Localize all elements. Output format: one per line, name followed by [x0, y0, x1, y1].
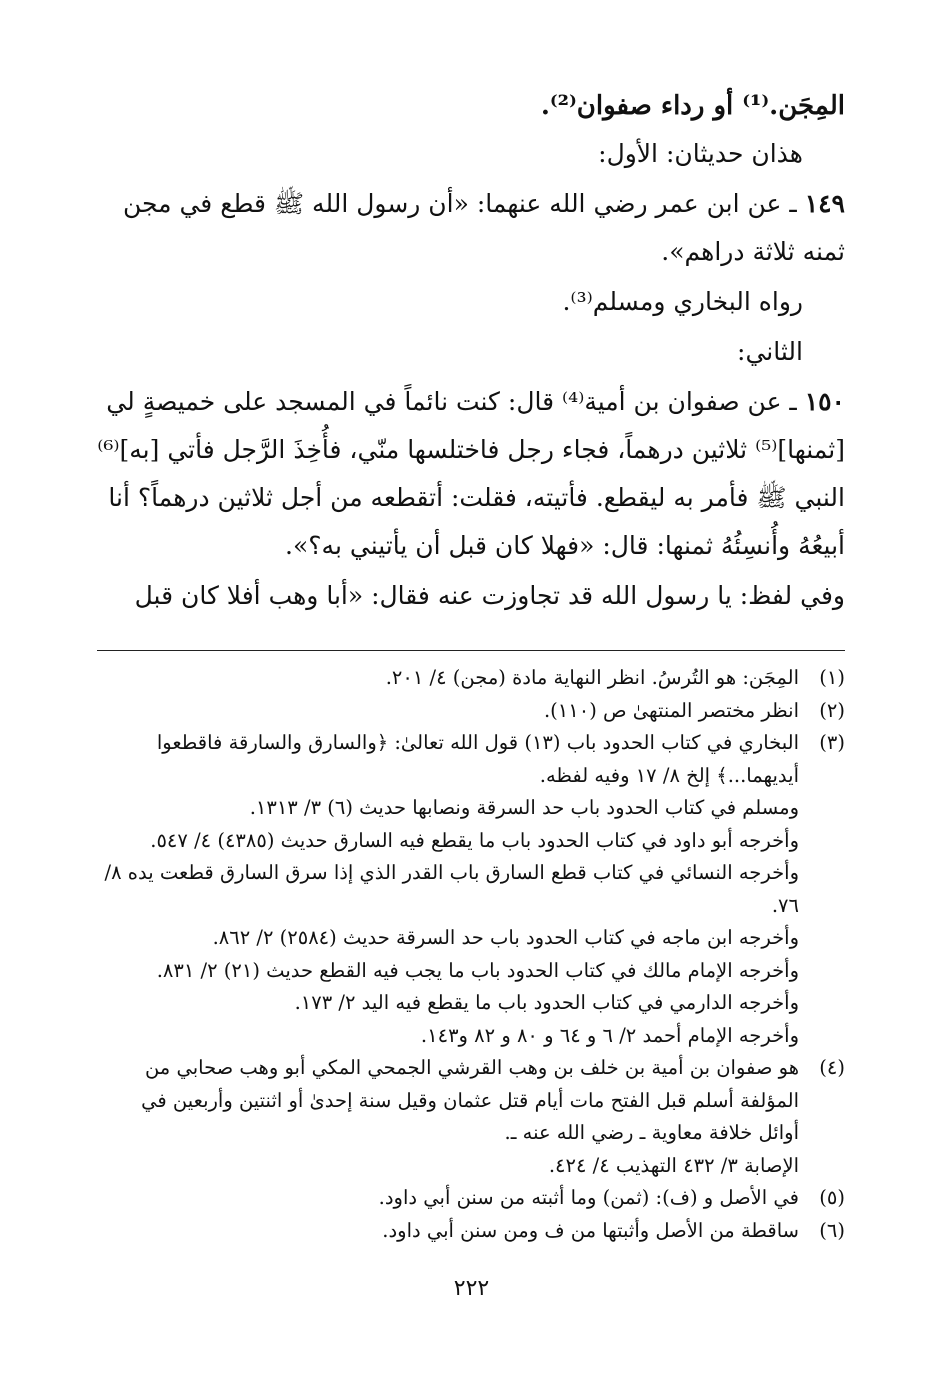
narration-line: رواه البخاري ومسلم⁽³⁾.: [562, 287, 803, 316]
footnote-number: (٥): [819, 1186, 845, 1209]
footnote-number: (٢): [819, 698, 845, 722]
footnote-number: (٦): [819, 1218, 845, 1242]
footnote-2: [97, 695, 845, 728]
hadith-number: ١٥٠: [804, 387, 845, 416]
second-label: الثاني:: [737, 337, 803, 366]
section-heading: المِجَن.⁽¹⁾ أو رداء صفوان⁽²⁾.: [540, 91, 845, 121]
footnote-number: (١): [819, 666, 845, 689]
intro-line: هذان حديثان: الأول:: [598, 139, 803, 168]
footnote-text: المِجَن: هو التُرسُ. انظر النهاية مادة (مجن) ٤/ ٢٠١.: [385, 666, 799, 689]
footnote-3: [97, 727, 845, 1052]
footnote-separator: [97, 650, 845, 651]
footnote-text: الإصابة ٣/ ٤٣٢ التهذيب ٤/ ٤٢٤.: [548, 1153, 799, 1177]
footnote-6: [97, 1215, 845, 1248]
footnote-text: وأخرجه أبو داود في كتاب الحدود باب ما يقطع فيه السارق حديث (٤٣٨٥) ٤/ ٥٤٧.: [150, 828, 799, 852]
footnote-text: ساقطة من الأصل وأثبتها من ف ومن سنن أبي داود.: [382, 1218, 799, 1242]
footnote-number: (٣): [819, 731, 845, 754]
hadith-text: ـ عن ابن عمر رضي الله عنهما: «أن رسول الله ﷺ قطع في مجن ثمنه ثلاثة دراهم».: [122, 189, 845, 266]
footnote-text: هو صفوان بن أمية بن خلف بن وهب القرشي الجمحي المكي أبو وهب صحابي من المؤلفة أسلم قبل الفتح مات أيام قتل عثمان وقيل سنة إحدىٰ أو اثنتين وأربعين في أوائل خلافة معاوية ـ رضي الله عنه ـ.: [141, 1056, 799, 1144]
variant-line: وفي لفظ: يا رسول الله قد تجاوزت عنه فقال: «أبا وهب أفلا كان قبل: [134, 581, 845, 610]
footnote-number: (٤): [819, 1056, 845, 1079]
footnote-5: [97, 1182, 845, 1215]
footnote-text: وأخرجه النسائي في كتاب قطع السارق باب القدر الذي إذا سرق السارق قطعت يده ٨/ ٧٦.: [104, 861, 799, 917]
hadith-text: ـ عن صفوان بن أمية⁽⁴⁾ قال: كنت نائماً في المسجد على خميصةٍ لي [ثمنها]⁽⁵⁾ ثلاثين درهماً، فجاء رجل فاختلسها منّي، فأُخِذَ الرَّجل فأتي [به]⁽⁶⁾ النبي ﷺ فأمر به ليقطع. فأتيته، فقلت: أتقطعه من أجل ثلاثين درهماً؟ أنا أبيعُهُ وأُنسِئُهُ ثمنها: قال: «فهلا كان قبل أن يأتيني به؟».: [97, 387, 845, 560]
footnote-text: وأخرجه الإمام مالك في كتاب الحدود باب ما يجب فيه القطع حديث (٢١) ٢/ ٨٣١.: [156, 958, 799, 982]
footnote-text: وأخرجه الإمام أحمد ٢/ ٦ و ٦٤ و ٨٠ و ٨٢ و١٤٣.: [420, 1023, 799, 1047]
footnote-text: وأخرجه الدارمي في كتاب الحدود باب ما يقطع فيه اليد ٢/ ١٧٣.: [294, 991, 799, 1014]
page-number: ٢٢٢: [453, 1276, 490, 1301]
footnote-1: [97, 662, 845, 695]
hadith-number: ١٤٩: [804, 189, 845, 218]
footnote-text: ومسلم في كتاب الحدود باب حد السرقة ونصابها حديث (٦) ٣/ ١٣١٣.: [249, 796, 799, 819]
hadith-150: [97, 378, 845, 570]
footnote-text: البخاري في كتاب الحدود باب (١٣) قول الله تعالىٰ: ﴿والسارق والسارقة فاقطعوا أيديهما...﴾ إلخ ٨/ ١٧ وفيه لفظه.: [156, 731, 799, 787]
footnote-4: [97, 1052, 845, 1182]
hadith-149: [97, 180, 845, 276]
footnote-text: وأخرجه ابن ماجه في كتاب الحدود باب حد السرقة حديث (٢٥٨٤) ٢/ ٨٦٢.: [212, 926, 799, 949]
main-text: [97, 82, 845, 620]
footnotes: [97, 662, 845, 1247]
footnote-text: انظر مختصر المنتهىٰ ص (١١٠).: [543, 698, 799, 722]
footnote-text: في الأصل و (ف): (ثمن) وما أثبته من سنن أبي داود.: [378, 1186, 799, 1209]
